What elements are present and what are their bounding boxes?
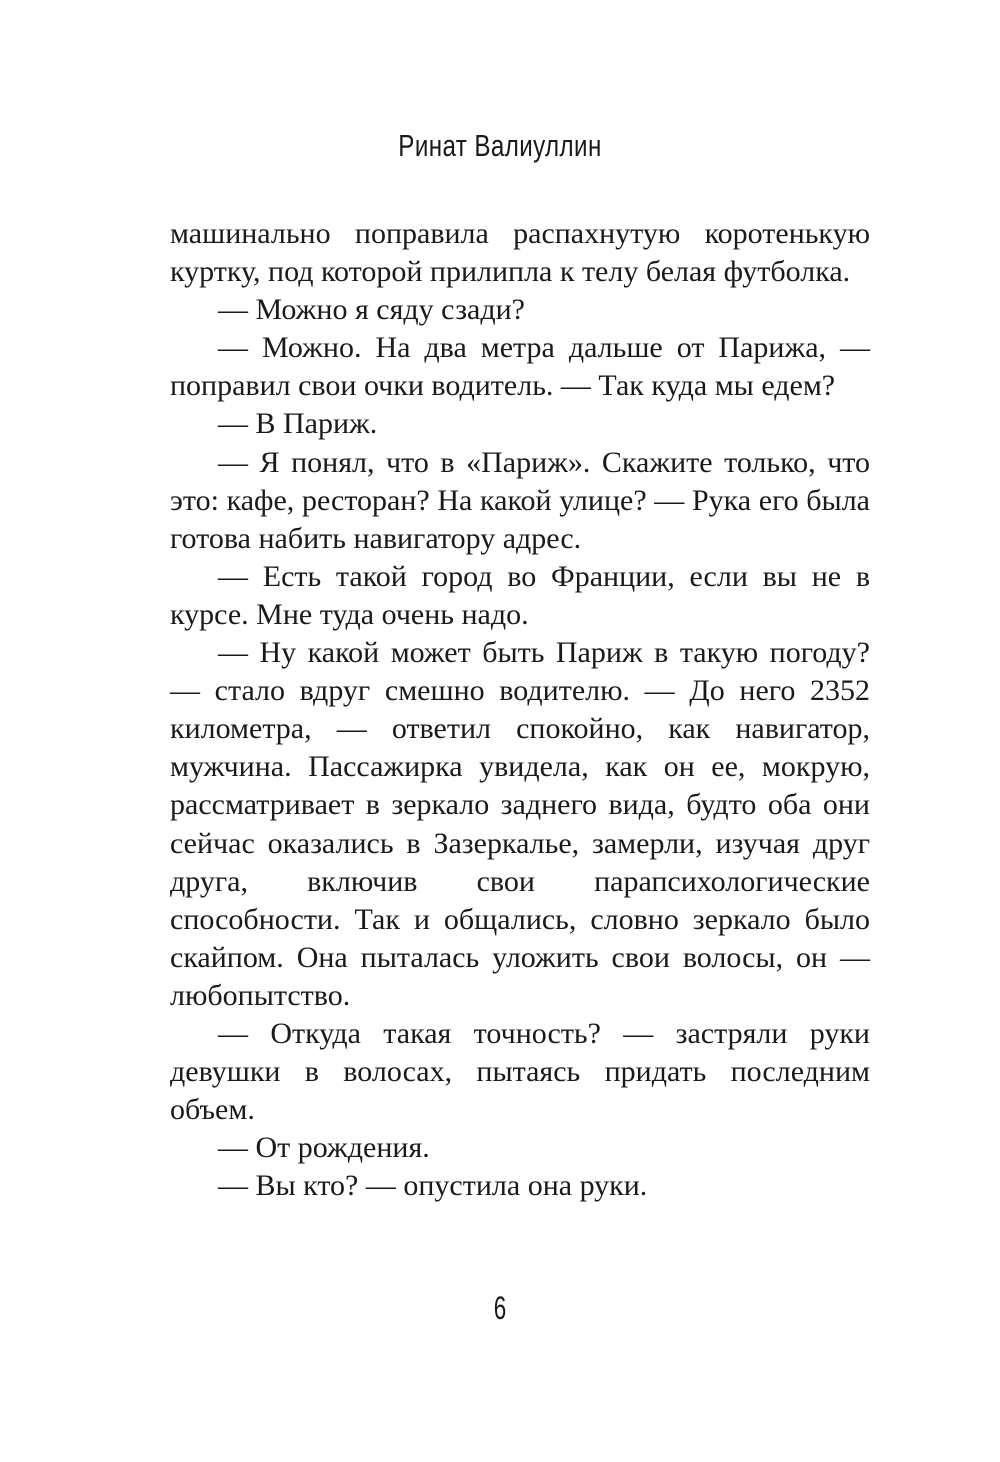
paragraph: — В Париж. [218, 407, 378, 441]
paragraph: — Можно. На два метра дальше от Парижа, — поправил свои очки водитель. — Так куда мы едем? [170, 331, 870, 403]
paragraph: — Можно я сяду сзади? [218, 293, 526, 327]
paragraph: — От рождения. [218, 1131, 430, 1165]
paragraph: — Я понял, что в «Париж». Скажите только, что это: кафе, ресторан? На какой улице? — Рука его была готова набить навигатору адрес. [170, 445, 870, 555]
paragraph: машинально поправила распахнутую коротенькую куртку, под которой прилипла к телу белая футболка. [170, 217, 870, 289]
paragraph: — Ну какой может быть Париж в такую погоду? — стало вдруг смешно водителю. — До него 2352 километра, — ответил спокойно, как навигатор, мужчина. Пассажирка увидела, как он ее, мокрую, рассматривает в зеркало заднего вида, будто оба они сейчас оказались в Зазеркалье, замерли, изучая друг друга, включив свои парапсихологические способности. Так и общались, словно зеркало было скайпом. Она пыталась уложить свои волосы, он — любопытство. [170, 636, 870, 1012]
paragraph: — Вы кто? — опустила она руки. [218, 1169, 648, 1203]
paragraph: — Откуда такая точность? — застряли руки девушки в волосах, пытаясь придать последним объем. [170, 1016, 870, 1127]
paragraph: — Есть такой город во Франции, если вы не в курсе. Мне туда очень надо. [170, 559, 870, 631]
page-number: 6 [493, 1290, 507, 1326]
body-text [170, 215, 870, 1205]
running-head-author: Ринат Валиуллин [398, 128, 602, 163]
